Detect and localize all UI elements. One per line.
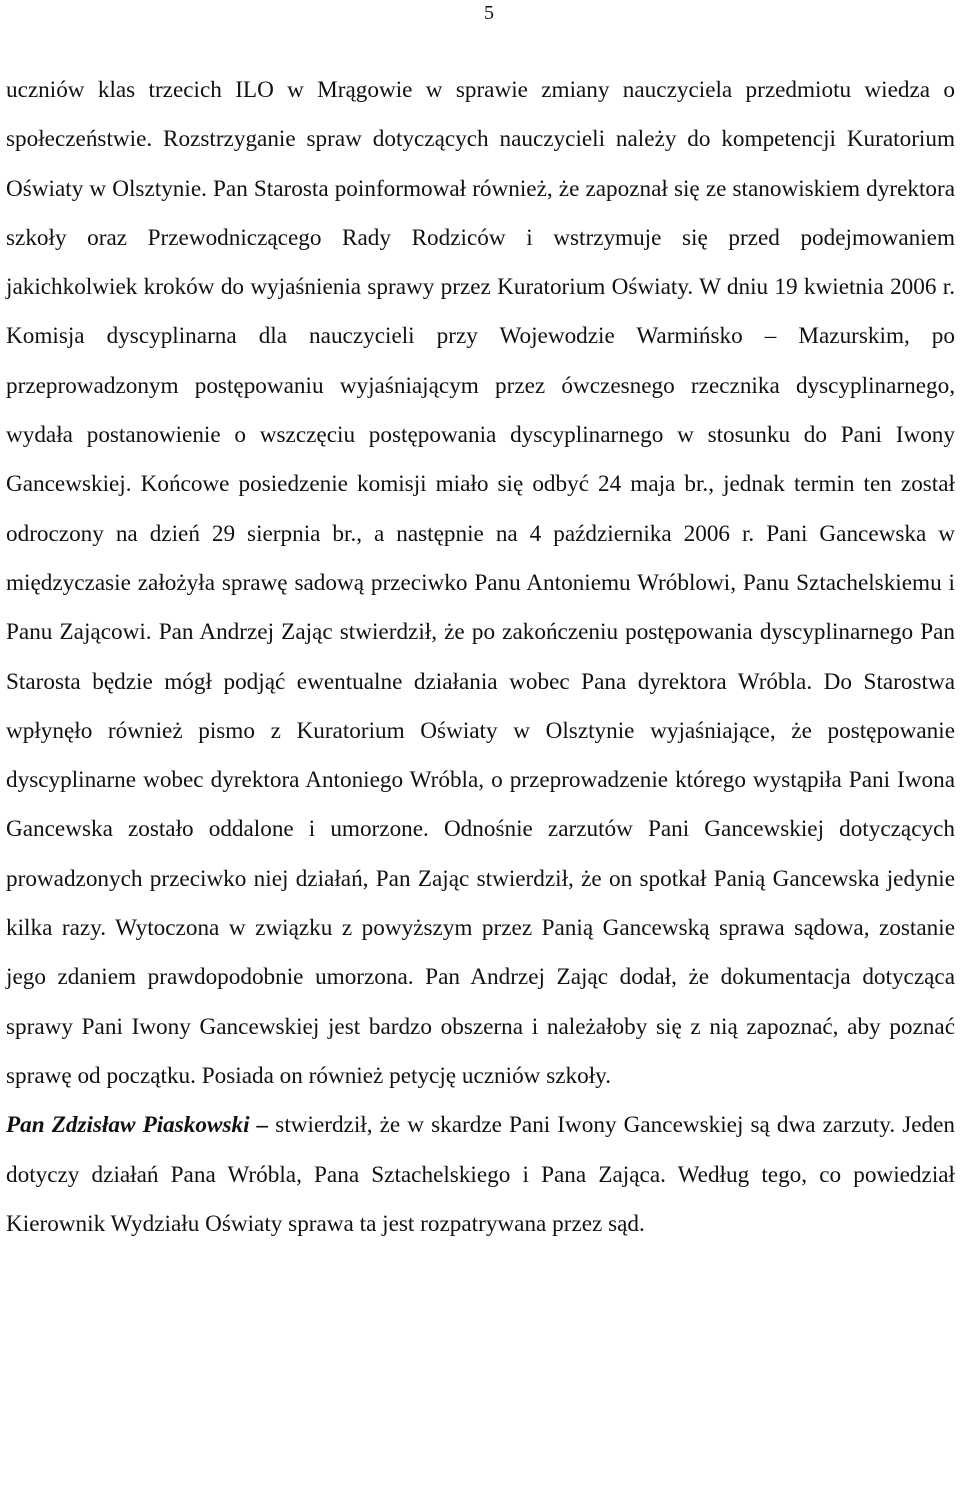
paragraph-2 <box>6 1101 955 1249</box>
paragraph-1: uczniów klas trzecich ILO w Mrągowie w sprawie zmiany nauczyciela przedmiotu wiedza o społeczeństwie. Rozstrzyganie spraw dotyczących nauczycieli należy do kompetencji Kuratorium Oświaty w Olsztynie. Pan Starosta poinformował również, że zapoznał się ze stanowiskiem dyrektora szkoły oraz Przewodniczącego Rady Rodziców i wstrzymuje się przed podejmowaniem jakichkolwiek kroków do wyjaśnienia sprawy przez Kuratorium Oświaty. W dniu 19 kwietnia 2006 r. Komisja dyscyplinarna dla nauczycieli przy Wojewodzie Warmińsko – Mazurskim, po przeprowadzonym postępowaniu wyjaśniającym przez ówczesnego rzecznika dyscyplinarnego, wydała postanowienie o wszczęciu postępowania dyscyplinarnego w stosunku do Pani Iwony Gancewskiej. Końcowe posiedzenie komisji miało się odbyć 24 maja br., jednak termin ten został odroczony na dzień 29 sierpnia br., a następnie na 4 października 2006 r. Pani Gancewska w międzyczasie założyła sprawę sadową przeciwko Panu Antoniemu Wróblowi, Panu Sztachelskiemu i Panu Zającowi. Pan Andrzej Zając stwierdził, że po zakończeniu postępowania dyscyplinarnego Pan Starosta będzie mógł podjąć ewentualne działania wobec Pana dyrektora Wróbla. Do Starostwa wpłynęło również pismo z Kuratorium Oświaty w Olsztynie wyjaśniające, że postępowanie dyscyplinarne wobec dyrektora Antoniego Wróbla, o przeprowadzenie którego wystąpiła Pani Iwona Gancewska zostało oddalone i umorzone. Odnośnie zarzutów Pani Gancewskiej dotyczących prowadzonych przeciwko niej działań, Pan Zając stwierdził, że on spotkał Panią Gancewska jedynie kilka razy. Wytoczona w związku z powyższym przez Panią Gancewską sprawa sądowa, zostanie jego zdaniem prawdopodobnie umorzona. Pan Andrzej Zając dodał, że dokumentacja dotycząca sprawy Pani Iwony Gancewskiej jest bardzo obszerna i należałoby się z nią zapoznać, aby poznać sprawę od początku. Posiada on również petycję uczniów szkoły. <box>6 77 955 1089</box>
paragraph-2-text: stwierdził, że w skardze Pani Iwony Gancewskiej są dwa zarzuty. Jeden dotyczy działań Pana Wróbla, Pana Sztachelskiego i Pana Zająca. Według tego, co powiedział Kierownik Wydziału Oświaty sprawa ta jest rozpatrywana przez sąd. <box>6 1112 956 1237</box>
document-body <box>6 66 955 1249</box>
page-number: 5 <box>484 2 494 24</box>
speaker-name: Pan Zdzisław Piaskowski – <box>6 1112 269 1139</box>
